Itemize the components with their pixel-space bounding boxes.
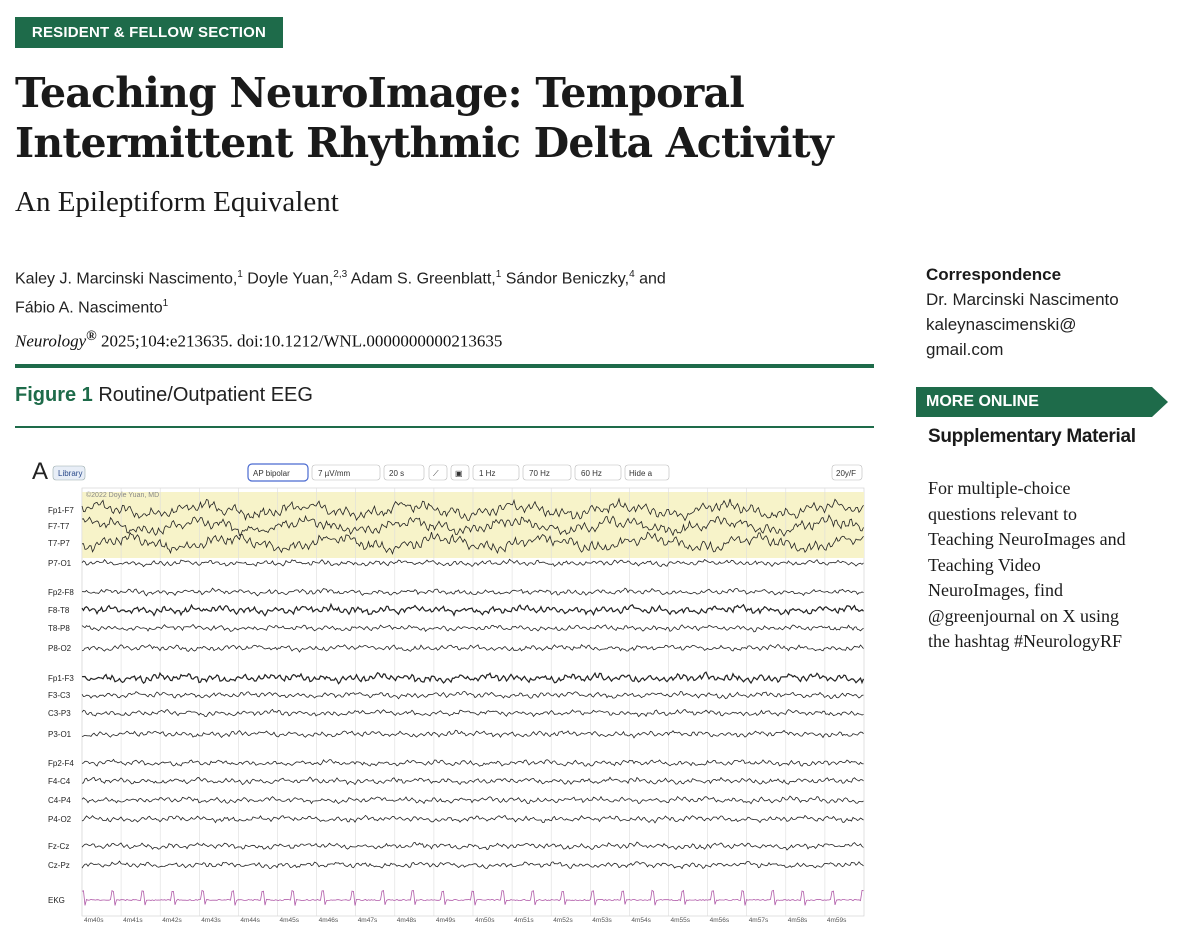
- patient-age-sex: 20y/F: [836, 469, 857, 478]
- time-tick-label: 4m42s: [162, 917, 182, 924]
- copyright-note: ©2022 Doyle Yuan, MD: [86, 492, 160, 499]
- channel-label: Fp2-F8: [48, 588, 74, 597]
- channel-label: P4-O2: [48, 815, 72, 824]
- time-tick-label: 4m41s: [123, 917, 143, 924]
- eeg-figure: [48, 460, 868, 925]
- sensitivity-select[interactable]: 7 µV/mm: [318, 469, 351, 478]
- time-tick-label: 4m58s: [787, 917, 808, 924]
- channel-label: Fp1-F3: [48, 674, 74, 683]
- divider: [15, 426, 874, 428]
- banner-arrow: [1152, 387, 1168, 417]
- correspondence-heading: Correspondence: [926, 265, 1062, 284]
- time-tick-label: 4m45s: [279, 917, 300, 924]
- channel-label: F7-T7: [48, 522, 70, 531]
- lff-select[interactable]: 1 Hz: [479, 469, 496, 478]
- channel-label: Cz-Pz: [48, 861, 70, 870]
- figure-title: Figure 1 Routine/Outpatient EEG: [15, 384, 313, 406]
- hide-select[interactable]: Hide a: [629, 469, 653, 478]
- time-tick-label: 4m50s: [475, 917, 495, 924]
- measure-icon[interactable]: ⟋: [433, 469, 439, 478]
- channel-label: T8-P8: [48, 624, 70, 633]
- supplementary-material-link[interactable]: Supplementary Material: [928, 426, 1136, 447]
- eeg-toolbar: [53, 464, 862, 481]
- channel-label: P3-O1: [48, 730, 72, 739]
- time-tick-label: 4m46s: [318, 917, 339, 924]
- channel-label: Fz-Cz: [48, 842, 70, 851]
- channel-label: F8-T8: [48, 606, 70, 615]
- time-tick-label: 4m43s: [201, 917, 221, 924]
- time-tick-label: 4m53s: [592, 917, 612, 924]
- channel-label: P8-O2: [48, 644, 72, 653]
- article-subtitle: An Epileptiform Equivalent: [15, 186, 339, 218]
- channel-label: EKG: [48, 896, 65, 905]
- citation: Neurology® 2025;104:e213635. doi:10.1212/WNL.0000000000213635: [15, 328, 503, 351]
- time-tick-label: 4m44s: [240, 917, 260, 924]
- hff-select[interactable]: 70 Hz: [529, 469, 550, 478]
- section-banner: RESIDENT & FELLOW SECTION: [15, 17, 283, 48]
- article-title: Teaching NeuroImage: Temporal Intermittent Rhythmic Delta Activity: [15, 69, 833, 167]
- notch-select[interactable]: 60 Hz: [581, 469, 602, 478]
- camera-icon[interactable]: ▣: [455, 469, 463, 478]
- channel-label: Fp1-F7: [48, 506, 74, 515]
- time-tick-label: 4m40s: [84, 917, 104, 924]
- time-axis: [84, 917, 847, 924]
- time-tick-label: 4m52s: [553, 917, 573, 924]
- library-button[interactable]: Library: [58, 469, 83, 478]
- time-tick-label: 4m51s: [514, 917, 534, 924]
- panel-label: A: [32, 458, 49, 485]
- channel-label: Fp2-F4: [48, 759, 74, 768]
- channel-label: F4-C4: [48, 777, 71, 786]
- channel-label: F3-C3: [48, 691, 71, 700]
- time-tick-label: 4m56s: [709, 917, 730, 924]
- channel-label: P7-O1: [48, 559, 72, 568]
- time-tick-label: 4m55s: [670, 917, 691, 924]
- channel-labels: [48, 506, 74, 905]
- more-online-banner: MORE ONLINE: [916, 387, 1152, 417]
- channel-label: C4-P4: [48, 796, 71, 805]
- multiple-choice-note: For multiple-choice questions relevant to Teaching NeuroImages and Teaching Video NeuroImages, find @greenjournal on X using the hashtag #NeurologyRF: [928, 478, 1126, 651]
- correspondence-name: Dr. Marcinski Nascimento: [926, 290, 1119, 309]
- time-tick-label: 4m54s: [631, 917, 651, 924]
- author-list: Kaley J. Marcinski Nascimento,$^1$ Doyle Yuan,$^{2,3}$ Adam S. Greenblatt,$^1$ Sándor Beniczky,$^4$ and Fábio A. Nascimento$^1$: [15, 269, 666, 317]
- channel-label: T7-P7: [48, 539, 70, 548]
- correspondence-email-domain[interactable]: gmail.com: [926, 340, 1004, 359]
- montage-select[interactable]: AP bipolar: [253, 469, 290, 478]
- correspondence-email[interactable]: kaleynascimenski@: [926, 315, 1077, 334]
- time-tick-label: 4m59s: [826, 917, 847, 924]
- time-tick-label: 4m49s: [435, 917, 456, 924]
- timebase-select[interactable]: 20 s: [389, 469, 405, 478]
- time-tick-label: 4m57s: [748, 917, 769, 924]
- channel-label: C3-P3: [48, 709, 71, 718]
- time-tick-label: 4m47s: [357, 917, 378, 924]
- time-tick-label: 4m48s: [396, 917, 417, 924]
- divider: [15, 364, 874, 368]
